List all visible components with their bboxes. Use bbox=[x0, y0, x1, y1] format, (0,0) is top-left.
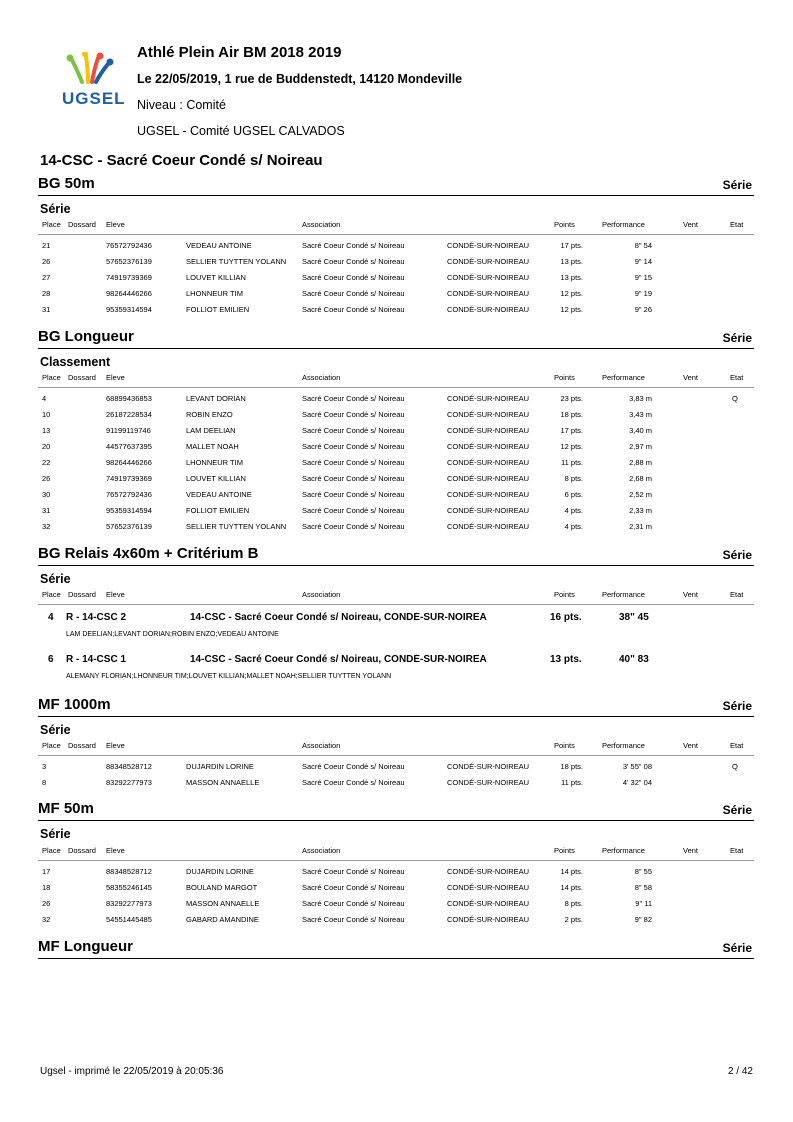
association-cell: Sacré Coeur Condé s/ Noireau bbox=[302, 474, 405, 483]
dossard-cell: 83292277973 bbox=[106, 899, 152, 908]
event-header bbox=[38, 545, 754, 566]
col-etat-header: Etat bbox=[730, 373, 744, 382]
col-dossard-header: Dossard bbox=[68, 846, 96, 855]
col-performance-header: Performance bbox=[602, 846, 645, 855]
col-association-header: Association bbox=[302, 373, 341, 382]
association-cell: Sacré Coeur Condé s/ Noireau bbox=[302, 778, 405, 787]
col-points-header: Points bbox=[554, 846, 575, 855]
round-title: Série bbox=[40, 202, 71, 216]
place-cell: 10 bbox=[42, 410, 51, 419]
city-cell: CONDÉ-SUR-NOIREAU bbox=[447, 394, 530, 403]
relay-row bbox=[38, 654, 754, 670]
points-cell: 23 pts. bbox=[560, 394, 583, 403]
col-etat-header: Etat bbox=[730, 590, 744, 599]
place-cell: 21 bbox=[42, 241, 51, 250]
city-cell: CONDÉ-SUR-NOIREAU bbox=[447, 506, 530, 515]
relay-club: 14-CSC - Sacré Coeur Condé s/ Noireau, CONDÉ-SUR-NOIREA bbox=[190, 654, 487, 665]
result-row bbox=[38, 305, 754, 321]
dossard-cell: 83292277973 bbox=[106, 778, 152, 787]
dossard-cell: 91199119746 bbox=[106, 426, 151, 435]
column-headers bbox=[38, 220, 754, 235]
col-eleve-header: Eleve bbox=[106, 846, 125, 855]
result-row bbox=[38, 762, 754, 778]
relay-club: 14-CSC - Sacré Coeur Condé s/ Noireau, CONDÉ-SUR-NOIREA bbox=[190, 612, 487, 623]
place-cell: 4 bbox=[42, 394, 47, 403]
col-place-header: Place bbox=[42, 373, 61, 382]
athlete-cell: MASSON ANNAELLE bbox=[186, 899, 260, 908]
association-cell: Sacré Coeur Condé s/ Noireau bbox=[302, 394, 405, 403]
place-cell: 3 bbox=[42, 762, 47, 771]
place-cell: 26 bbox=[42, 257, 51, 266]
city-cell: CONDÉ-SUR-NOIREAU bbox=[447, 289, 530, 298]
result-row bbox=[38, 474, 754, 490]
performance-cell: 2,68 m bbox=[629, 474, 652, 483]
place-cell: 8 bbox=[42, 778, 47, 787]
place-cell: 31 bbox=[42, 305, 51, 314]
event-type: Série bbox=[722, 548, 752, 562]
points-cell: 18 pts. bbox=[560, 410, 583, 419]
column-headers bbox=[38, 373, 754, 388]
association-cell: Sacré Coeur Condé s/ Noireau bbox=[302, 257, 405, 266]
dossard-cell: 58355246145 bbox=[106, 883, 152, 892]
place-cell: 32 bbox=[42, 915, 51, 924]
points-cell: 6 pts. bbox=[564, 490, 583, 499]
athlete-cell: ROBIN ENZO bbox=[186, 410, 233, 419]
col-performance-header: Performance bbox=[602, 590, 645, 599]
points-cell: 18 pts. bbox=[560, 762, 583, 771]
meeting-details: Le 22/05/2019, 1 rue de Buddenstedt, 14120 Mondeville bbox=[137, 72, 463, 86]
city-cell: CONDÉ-SUR-NOIREAU bbox=[447, 257, 530, 266]
points-cell: 11 pts. bbox=[561, 458, 583, 467]
result-row bbox=[38, 241, 754, 257]
relay-performance: 40" 83 bbox=[619, 654, 649, 665]
col-dossard-header: Dossard bbox=[68, 741, 96, 750]
relay-points: 16 pts. bbox=[550, 612, 582, 623]
dossard-cell: 98264446266 bbox=[106, 458, 152, 467]
print-timestamp: Ugsel - imprimé le 22/05/2019 à 20:05:36 bbox=[40, 1066, 224, 1077]
association-cell: Sacré Coeur Condé s/ Noireau bbox=[302, 762, 405, 771]
points-cell: 13 pts. bbox=[560, 257, 583, 266]
col-vent-header: Vent bbox=[683, 741, 699, 750]
result-row bbox=[38, 899, 754, 915]
points-cell: 8 pts. bbox=[564, 899, 583, 908]
result-row bbox=[38, 490, 754, 506]
place-cell: 26 bbox=[42, 899, 51, 908]
athlete-cell: SELLIER TUYTTEN YOLANN bbox=[186, 522, 287, 531]
col-performance-header: Performance bbox=[602, 220, 645, 229]
performance-cell: 9" 14 bbox=[634, 257, 652, 266]
place-cell: 26 bbox=[42, 474, 51, 483]
column-headers bbox=[38, 846, 754, 861]
col-points-header: Points bbox=[554, 220, 575, 229]
performance-cell: 3' 55" 08 bbox=[622, 762, 652, 771]
dossard-cell: 95359314594 bbox=[106, 305, 152, 314]
association-cell: Sacré Coeur Condé s/ Noireau bbox=[302, 458, 405, 467]
event-type: Série bbox=[722, 331, 752, 345]
result-row bbox=[38, 506, 754, 522]
svg-text:UGSEL: UGSEL bbox=[62, 89, 126, 108]
points-cell: 11 pts. bbox=[561, 778, 583, 787]
association-cell: Sacré Coeur Condé s/ Noireau bbox=[302, 490, 405, 499]
col-place-header: Place bbox=[42, 220, 61, 229]
athlete-cell: VEDEAU ANTOINE bbox=[186, 241, 252, 250]
place-cell: 13 bbox=[42, 426, 51, 435]
performance-cell: 4' 32" 04 bbox=[622, 778, 652, 787]
event-header bbox=[38, 328, 754, 349]
dossard-cell: 57652376139 bbox=[106, 522, 152, 531]
col-vent-header: Vent bbox=[683, 373, 699, 382]
event-header bbox=[38, 800, 754, 821]
city-cell: CONDÉ-SUR-NOIREAU bbox=[447, 867, 530, 876]
result-row bbox=[38, 410, 754, 426]
event-type: Série bbox=[722, 803, 752, 817]
city-cell: CONDÉ-SUR-NOIREAU bbox=[447, 883, 530, 892]
place-cell: 28 bbox=[42, 289, 51, 298]
col-eleve-header: Eleve bbox=[106, 373, 125, 382]
performance-cell: 3,40 m bbox=[629, 426, 652, 435]
points-cell: 17 pts. bbox=[560, 241, 583, 250]
association-cell: Sacré Coeur Condé s/ Noireau bbox=[302, 506, 405, 515]
round-title: Série bbox=[40, 723, 71, 737]
round-title: Classement bbox=[40, 355, 111, 369]
result-row bbox=[38, 915, 754, 931]
city-cell: CONDÉ-SUR-NOIREAU bbox=[447, 762, 530, 771]
performance-cell: 8" 55 bbox=[634, 867, 652, 876]
col-place-header: Place bbox=[42, 590, 61, 599]
points-cell: 14 pts. bbox=[560, 867, 583, 876]
relay-team: R - 14-CSC 2 bbox=[66, 612, 127, 623]
col-association-header: Association bbox=[302, 846, 341, 855]
dossard-cell: 74919739369 bbox=[106, 474, 152, 483]
event-name: MF 1000m bbox=[38, 696, 111, 713]
city-cell: CONDÉ-SUR-NOIREAU bbox=[447, 490, 530, 499]
round-title: Série bbox=[40, 827, 71, 841]
dossard-cell: 68899436853 bbox=[106, 394, 152, 403]
athlete-cell: MASSON ANNAELLE bbox=[186, 778, 260, 787]
status-cell: Q bbox=[732, 762, 738, 771]
dossard-cell: 88348528712 bbox=[106, 867, 152, 876]
athlete-cell: MALLET NOAH bbox=[186, 442, 239, 451]
city-cell: CONDÉ-SUR-NOIREAU bbox=[447, 305, 530, 314]
city-cell: CONDÉ-SUR-NOIREAU bbox=[447, 778, 530, 787]
points-cell: 13 pts. bbox=[560, 273, 583, 282]
event-type: Série bbox=[722, 699, 752, 713]
event-name: BG 50m bbox=[38, 175, 95, 192]
column-headers bbox=[38, 741, 754, 756]
association-cell: Sacré Coeur Condé s/ Noireau bbox=[302, 410, 405, 419]
points-cell: 12 pts. bbox=[560, 289, 583, 298]
col-eleve-header: Eleve bbox=[106, 220, 125, 229]
athlete-cell: LAM DEELIAN bbox=[186, 426, 236, 435]
athlete-cell: LHONNEUR TIM bbox=[186, 289, 243, 298]
result-row bbox=[38, 867, 754, 883]
event-name: MF 50m bbox=[38, 800, 94, 817]
event-header bbox=[38, 938, 754, 959]
points-cell: 8 pts. bbox=[564, 474, 583, 483]
association-cell: Sacré Coeur Condé s/ Noireau bbox=[302, 522, 405, 531]
association-cell: Sacré Coeur Condé s/ Noireau bbox=[302, 915, 405, 924]
result-row bbox=[38, 458, 754, 474]
col-etat-header: Etat bbox=[730, 846, 744, 855]
dossard-cell: 54551445485 bbox=[106, 915, 152, 924]
athlete-cell: DUJARDIN LORINE bbox=[186, 762, 254, 771]
dossard-cell: 44577637395 bbox=[106, 442, 152, 451]
athlete-cell: FOLLIOT EMILIEN bbox=[186, 506, 250, 515]
organizer-label: UGSEL - Comité UGSEL CALVADOS bbox=[137, 124, 345, 138]
place-cell: 17 bbox=[42, 867, 51, 876]
col-eleve-header: Eleve bbox=[106, 590, 125, 599]
athlete-cell: SELLIER TUYTTEN YOLANN bbox=[186, 257, 287, 266]
city-cell: CONDÉ-SUR-NOIREAU bbox=[447, 522, 530, 531]
association-cell: Sacré Coeur Condé s/ Noireau bbox=[302, 426, 405, 435]
performance-cell: 2,33 m bbox=[629, 506, 652, 515]
result-row bbox=[38, 778, 754, 794]
column-headers bbox=[38, 590, 754, 605]
place-cell: 20 bbox=[42, 442, 51, 451]
place-cell: 27 bbox=[42, 273, 51, 282]
dossard-cell: 76572792436 bbox=[106, 490, 152, 499]
result-row bbox=[38, 289, 754, 305]
athlete-cell: GABARD AMANDINE bbox=[186, 915, 259, 924]
col-eleve-header: Eleve bbox=[106, 741, 125, 750]
col-etat-header: Etat bbox=[730, 741, 744, 750]
result-row bbox=[38, 883, 754, 899]
association-cell: Sacré Coeur Condé s/ Noireau bbox=[302, 273, 405, 282]
event-type: Série bbox=[722, 178, 752, 192]
performance-cell: 3,83 m bbox=[629, 394, 652, 403]
col-points-header: Points bbox=[554, 741, 575, 750]
association-cell: Sacré Coeur Condé s/ Noireau bbox=[302, 241, 405, 250]
city-cell: CONDÉ-SUR-NOIREAU bbox=[447, 458, 530, 467]
col-points-header: Points bbox=[554, 590, 575, 599]
col-place-header: Place bbox=[42, 846, 61, 855]
athlete-cell: FOLLIOT EMILIEN bbox=[186, 305, 250, 314]
performance-cell: 3,43 m bbox=[629, 410, 652, 419]
city-cell: CONDÉ-SUR-NOIREAU bbox=[447, 899, 530, 908]
col-vent-header: Vent bbox=[683, 846, 699, 855]
col-dossard-header: Dossard bbox=[68, 220, 96, 229]
city-cell: CONDÉ-SUR-NOIREAU bbox=[447, 410, 530, 419]
dossard-cell: 95359314594 bbox=[106, 506, 152, 515]
athlete-cell: LEVANT DORIAN bbox=[186, 394, 246, 403]
city-cell: CONDÉ-SUR-NOIREAU bbox=[447, 426, 530, 435]
points-cell: 2 pts. bbox=[564, 915, 583, 924]
athlete-cell: LOUVET KILLIAN bbox=[186, 273, 246, 282]
level-label: Niveau : Comité bbox=[137, 98, 226, 112]
result-row bbox=[38, 426, 754, 442]
association-cell: Sacré Coeur Condé s/ Noireau bbox=[302, 442, 405, 451]
performance-cell: 9" 11 bbox=[635, 899, 652, 908]
dossard-cell: 88348528712 bbox=[106, 762, 152, 771]
performance-cell: 2,88 m bbox=[629, 458, 652, 467]
city-cell: CONDÉ-SUR-NOIREAU bbox=[447, 442, 530, 451]
performance-cell: 2,97 m bbox=[629, 442, 652, 451]
col-etat-header: Etat bbox=[730, 220, 744, 229]
event-name: BG Relais 4x60m + Critérium B bbox=[38, 545, 259, 562]
performance-cell: 9" 82 bbox=[634, 915, 652, 924]
relay-points: 13 pts. bbox=[550, 654, 582, 665]
athlete-cell: BOULAND MARGOT bbox=[186, 883, 258, 892]
relay-members: LAM DEELIAN;LEVANT DORIAN;ROBIN ENZO;VEDEAU ANTOINE bbox=[66, 631, 279, 638]
performance-cell: 8" 58 bbox=[634, 883, 652, 892]
result-row bbox=[38, 273, 754, 289]
relay-members: ALEMANY FLORIAN;LHONNEUR TIM;LOUVET KILLIAN;MALLET NOAH;SELLIER TUYTTEN YOLANN bbox=[66, 673, 392, 680]
col-dossard-header: Dossard bbox=[68, 373, 96, 382]
event-header bbox=[38, 696, 754, 717]
col-performance-header: Performance bbox=[602, 373, 645, 382]
performance-cell: 9" 19 bbox=[634, 289, 652, 298]
relay-place: 4 bbox=[48, 612, 54, 623]
dossard-cell: 98264446266 bbox=[106, 289, 152, 298]
round-title: Série bbox=[40, 572, 71, 586]
dossard-cell: 76572792436 bbox=[106, 241, 152, 250]
relay-team: R - 14-CSC 1 bbox=[66, 654, 127, 665]
place-cell: 31 bbox=[42, 506, 51, 515]
page-number: 2 / 42 bbox=[727, 1066, 753, 1077]
association-cell: Sacré Coeur Condé s/ Noireau bbox=[302, 867, 405, 876]
place-cell: 18 bbox=[42, 883, 51, 892]
association-cell: Sacré Coeur Condé s/ Noireau bbox=[302, 883, 405, 892]
performance-cell: 9" 15 bbox=[634, 273, 652, 282]
col-vent-header: Vent bbox=[683, 220, 699, 229]
points-cell: 17 pts. bbox=[560, 426, 583, 435]
place-cell: 32 bbox=[42, 522, 51, 531]
points-cell: 14 pts. bbox=[560, 883, 583, 892]
relay-row bbox=[38, 612, 754, 628]
association-cell: Sacré Coeur Condé s/ Noireau bbox=[302, 899, 405, 908]
dossard-cell: 57652376139 bbox=[106, 257, 152, 266]
relay-performance: 38" 45 bbox=[619, 612, 649, 623]
club-title: 14-CSC - Sacré Coeur Condé s/ Noireau bbox=[40, 152, 323, 169]
city-cell: CONDÉ-SUR-NOIREAU bbox=[447, 273, 530, 282]
col-association-header: Association bbox=[302, 590, 341, 599]
points-cell: 4 pts. bbox=[564, 506, 583, 515]
place-cell: 22 bbox=[42, 458, 51, 467]
col-association-header: Association bbox=[302, 220, 341, 229]
city-cell: CONDÉ-SUR-NOIREAU bbox=[447, 915, 530, 924]
performance-cell: 8" 54 bbox=[634, 241, 652, 250]
points-cell: 4 pts. bbox=[564, 522, 583, 531]
dossard-cell: 74919739369 bbox=[106, 273, 152, 282]
event-type: Série bbox=[722, 941, 752, 955]
relay-place: 6 bbox=[48, 654, 54, 665]
association-cell: Sacré Coeur Condé s/ Noireau bbox=[302, 289, 405, 298]
performance-cell: 2,52 m bbox=[629, 490, 652, 499]
col-association-header: Association bbox=[302, 741, 341, 750]
col-performance-header: Performance bbox=[602, 741, 645, 750]
ugsel-logo bbox=[58, 52, 130, 110]
performance-cell: 9" 26 bbox=[634, 305, 652, 314]
event-name: BG Longueur bbox=[38, 328, 134, 345]
page-title: Athlé Plein Air BM 2018 2019 bbox=[137, 44, 342, 61]
result-row bbox=[38, 522, 754, 538]
result-row bbox=[38, 442, 754, 458]
points-cell: 12 pts. bbox=[560, 442, 583, 451]
result-row bbox=[38, 257, 754, 273]
status-cell: Q bbox=[732, 394, 738, 403]
col-points-header: Points bbox=[554, 373, 575, 382]
city-cell: CONDÉ-SUR-NOIREAU bbox=[447, 474, 530, 483]
athlete-cell: VEDEAU ANTOINE bbox=[186, 490, 252, 499]
athlete-cell: DUJARDIN LORINE bbox=[186, 867, 254, 876]
points-cell: 12 pts. bbox=[560, 305, 583, 314]
col-dossard-header: Dossard bbox=[68, 590, 96, 599]
city-cell: CONDÉ-SUR-NOIREAU bbox=[447, 241, 530, 250]
performance-cell: 2,31 m bbox=[629, 522, 652, 531]
ugsel-logo-figure bbox=[58, 52, 130, 110]
dossard-cell: 26187228534 bbox=[106, 410, 152, 419]
association-cell: Sacré Coeur Condé s/ Noireau bbox=[302, 305, 405, 314]
athlete-cell: LOUVET KILLIAN bbox=[186, 474, 246, 483]
place-cell: 30 bbox=[42, 490, 51, 499]
col-place-header: Place bbox=[42, 741, 61, 750]
athlete-cell: LHONNEUR TIM bbox=[186, 458, 243, 467]
col-vent-header: Vent bbox=[683, 590, 699, 599]
result-row bbox=[38, 394, 754, 410]
event-name: MF Longueur bbox=[38, 938, 133, 955]
event-header bbox=[38, 175, 754, 196]
